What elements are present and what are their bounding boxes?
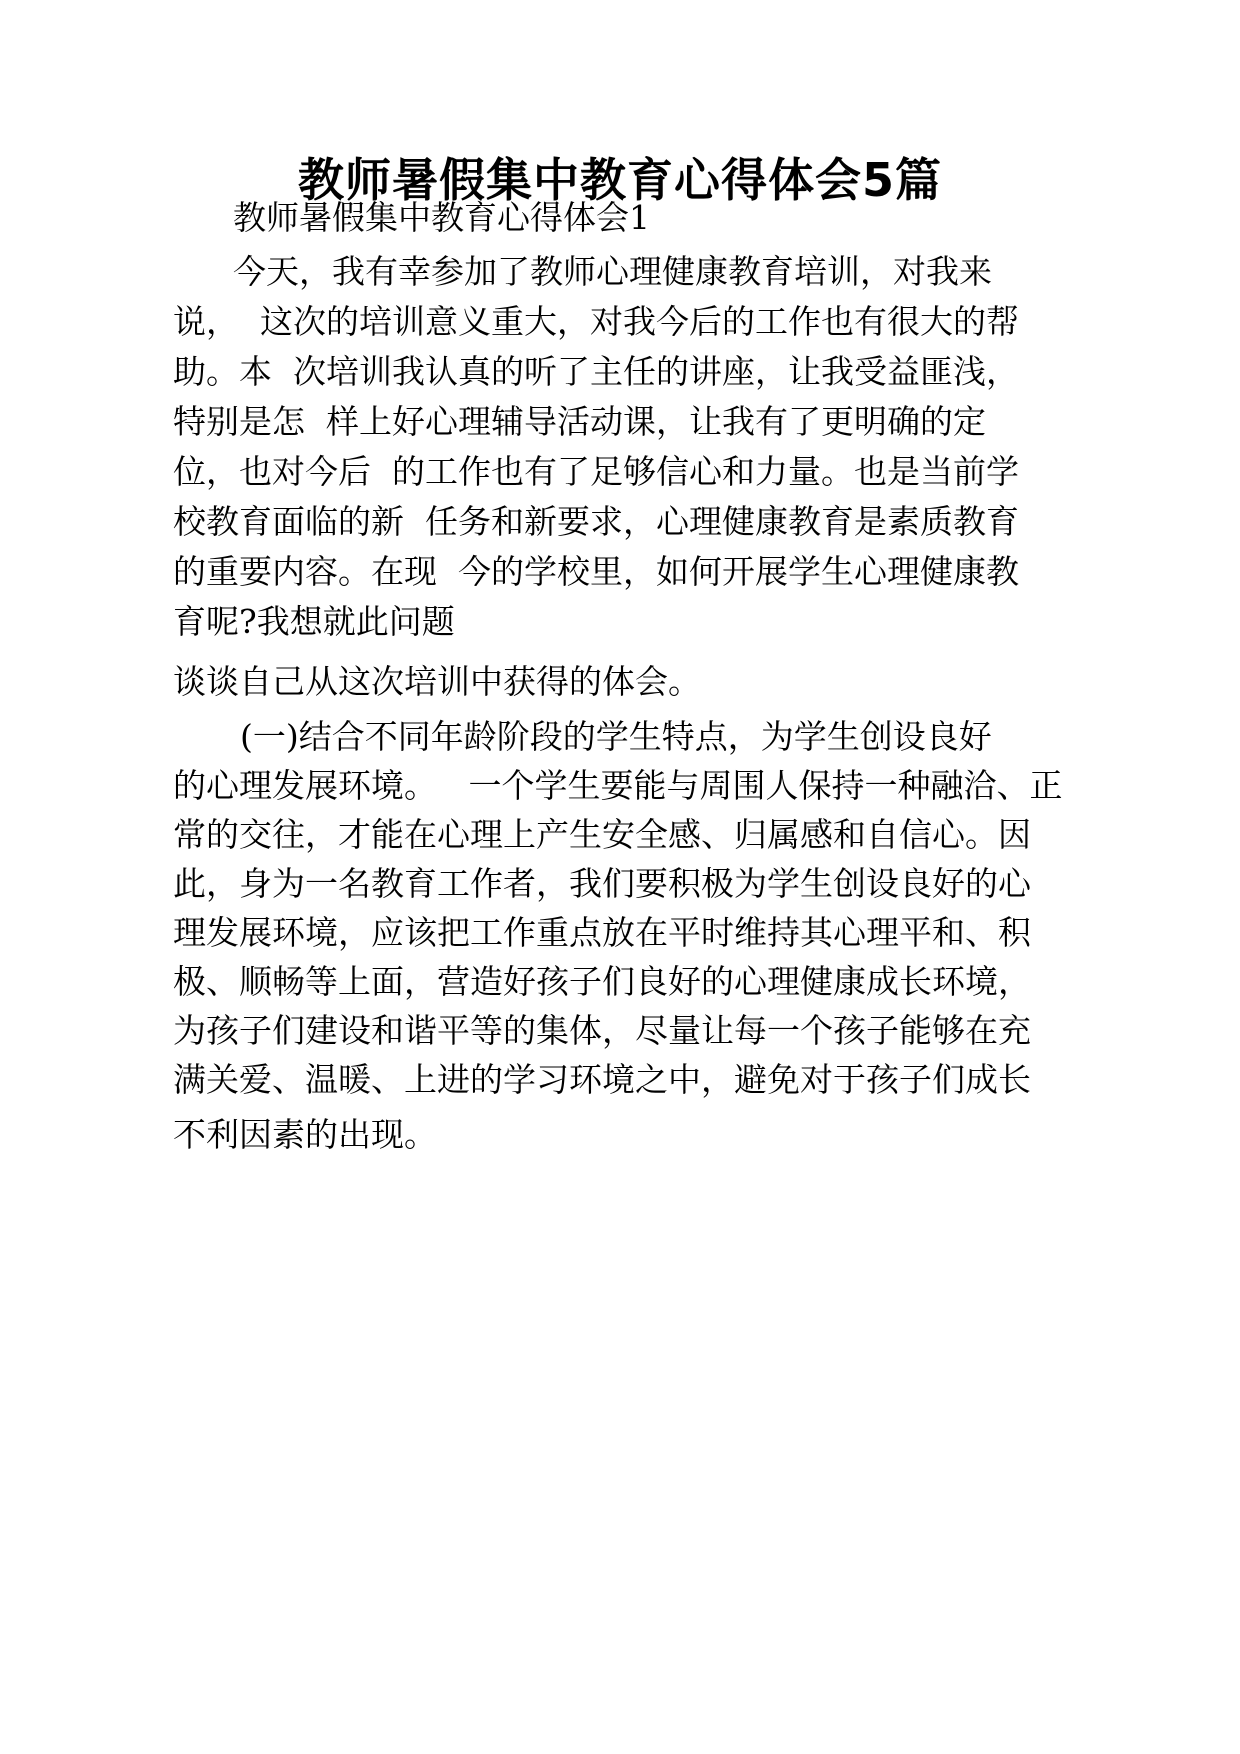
paragraph-line: 此，身为一名教育工作者，我们要积极为学生创设良好的心 xyxy=(173,864,1031,903)
paragraph-line: 不利因素的出现。 xyxy=(173,1115,437,1154)
paragraph-line: (一)结合不同年龄阶段的学生特点，为学生创设良好 xyxy=(240,717,992,756)
paragraph-line: 助。本 次培训我认真的听了主任的讲座，让我受益匪浅， xyxy=(173,352,1019,391)
paragraph-line: 极、顺畅等上面，营造好孩子们良好的心理健康成长环境， xyxy=(173,962,1031,1001)
paragraph-line: 校教育面临的新 任务和新要求，心理健康教育是素质教育 xyxy=(173,502,1019,541)
document-title: 教师暑假集中教育心得体会5篇 xyxy=(297,153,942,207)
paragraph-line: 理发展环境，应该把工作重点放在平时维持其心理平和、积 xyxy=(173,913,1031,952)
paragraph-line: 说， 这次的培训意义重大，对我今后的工作也有很大的帮 xyxy=(173,302,1019,341)
paragraph-line: 位，也对今后 的工作也有了足够信心和力量。也是当前学 xyxy=(173,452,1019,491)
paragraph-line: 特别是怎 样上好心理辅导活动课，让我有了更明确的定 xyxy=(173,402,986,441)
paragraph-line: 育呢?我想就此问题 xyxy=(173,602,455,641)
paragraph-line: 满关爱、温暖、上进的学习环境之中，避免对于孩子们成长 xyxy=(173,1060,1031,1099)
paragraph-line: 谈谈自己从这次培训中获得的体会。 xyxy=(173,662,701,701)
paragraph-line: 常的交往，才能在心理上产生安全感、归属感和自信心。因 xyxy=(173,815,1031,854)
paragraph-line: 的重要内容。在现 今的学校里，如何开展学生心理健康教 xyxy=(173,552,1019,591)
paragraph-line: 今天，我有幸参加了教师心理健康教育培训，对我来 xyxy=(233,252,992,291)
section-heading: 教师暑假集中教育心得体会1 xyxy=(233,198,650,237)
paragraph-line: 为孩子们建设和谐平等的集体，尽量让每一个孩子能够在充 xyxy=(173,1011,1031,1050)
paragraph-line: 的心理发展环境。 一个学生要能与周围人保持一种融洽、正 xyxy=(173,766,1063,805)
